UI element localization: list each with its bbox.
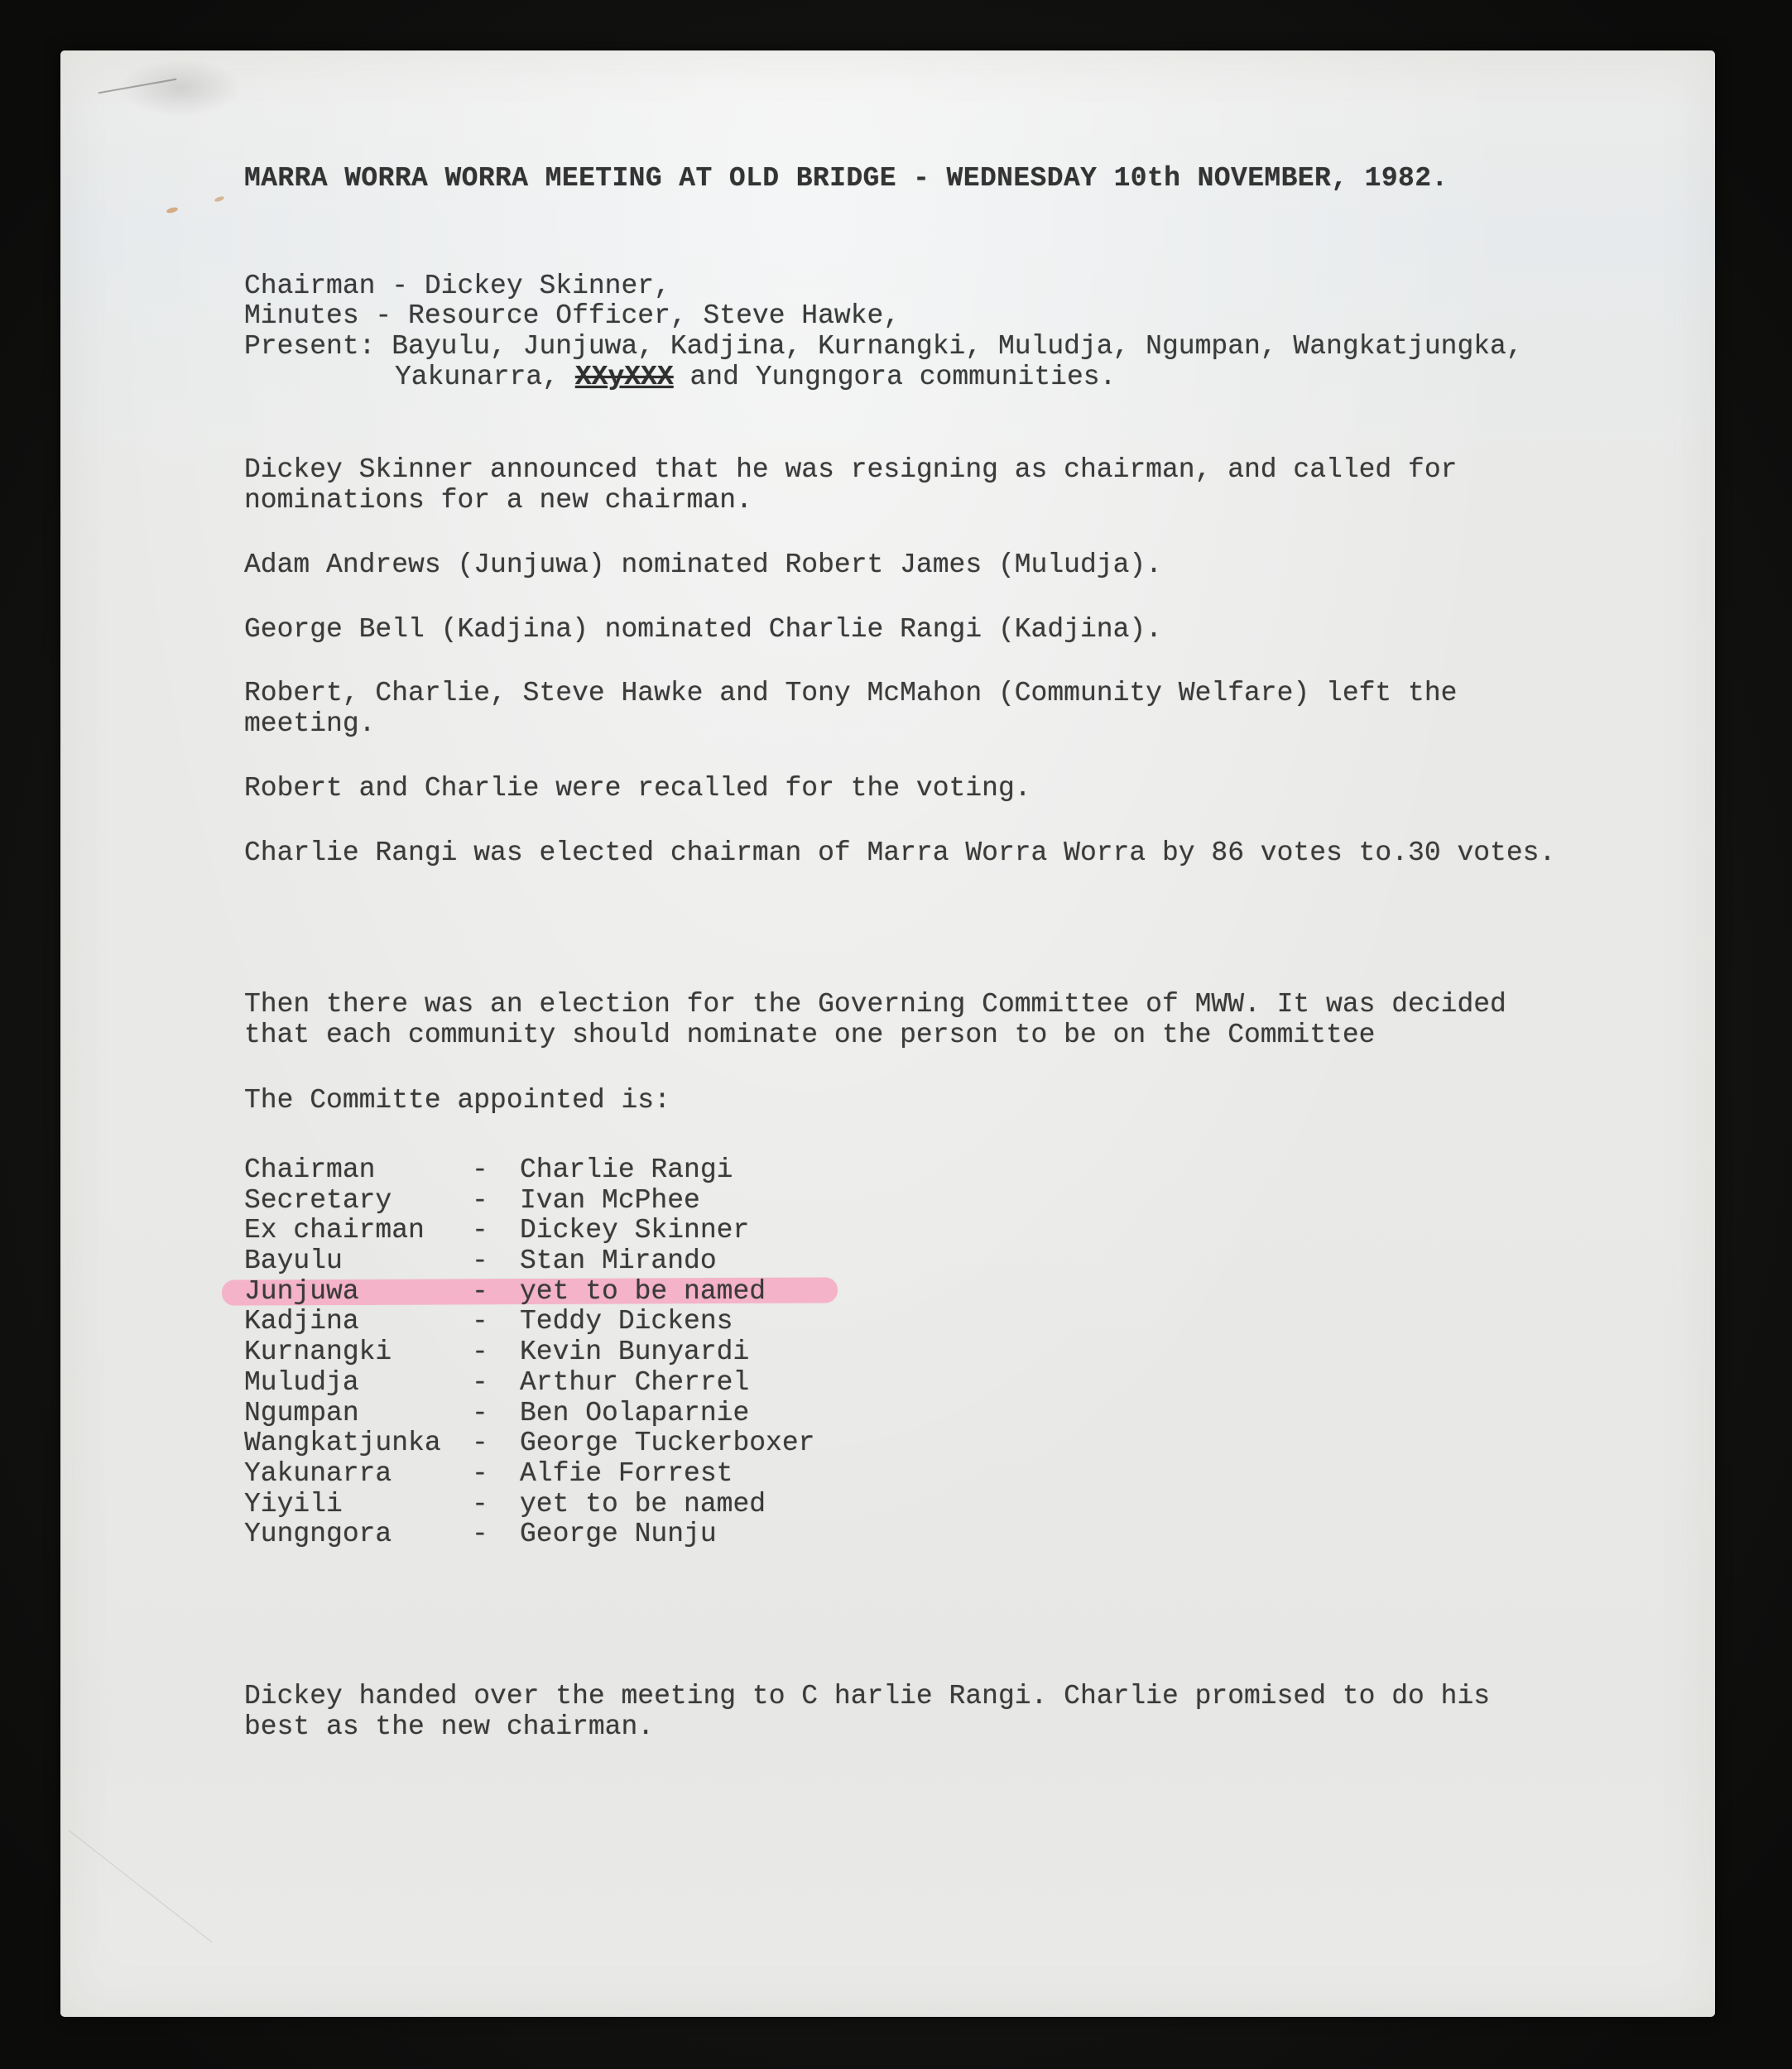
paper-scratch: [68, 1830, 212, 1942]
header-chairman-line: Chairman - Dickey Skinner,: [244, 271, 670, 301]
committee-dash: -: [472, 1275, 488, 1307]
committee-row: [244, 1337, 814, 1368]
paragraph-line: Dickey Skinner announced that he was resigning as chairman, and called for: [244, 454, 1458, 485]
committee-role: Bayulu: [244, 1246, 343, 1277]
committee-name: yet to be named: [520, 1275, 766, 1307]
closing-line: Dickey handed over the meeting to C harlie Rangi. Charlie promised to do his: [244, 1681, 1491, 1711]
paper-page: [60, 50, 1715, 2017]
committee-dash: -: [472, 1184, 488, 1216]
document-title: MARRA WORRA WORRA MEETING AT OLD BRIDGE - WEDNESDAY 10th NOVEMBER, 1982.: [244, 163, 1448, 194]
committee-name: Arthur Cherrel: [520, 1366, 750, 1398]
committee-row: [244, 1399, 814, 1429]
struck-out-word: XXyXXX: [574, 362, 674, 392]
committee-role: Kadjina: [244, 1306, 359, 1337]
header-minutes-line: Minutes - Resource Officer, Steve Hawke,: [244, 300, 901, 331]
committee-role: Yiyili: [244, 1488, 343, 1519]
paragraph-line: Robert and Charlie were recalled for the voting.: [244, 773, 1031, 804]
committee-role: Yakunarra: [244, 1457, 392, 1489]
committee-role: Secretary: [244, 1184, 392, 1216]
committee-dash: -: [472, 1337, 488, 1368]
committee-name: yet to be named: [520, 1488, 766, 1519]
committee-row-highlighted: [244, 1277, 814, 1308]
committee-row: [244, 1428, 814, 1459]
committee-row: [244, 1216, 814, 1246]
committee-row: [244, 1519, 814, 1550]
committee-row: [244, 1246, 814, 1277]
committee-dash: -: [472, 1215, 488, 1246]
paragraph-line: that each community should nominate one person to be on the Committee: [244, 1020, 1376, 1050]
committee-role: Ex chairman: [244, 1215, 425, 1246]
committee-row: [244, 1368, 814, 1399]
committee-dash: -: [472, 1457, 488, 1489]
committee-name: George Tuckerboxer: [520, 1428, 815, 1459]
committee-row: [244, 1459, 814, 1490]
paragraph-line: Then there was an election for the Governing Committee of MWW. It was decided: [244, 989, 1506, 1020]
header-present-continuation: [395, 362, 1116, 392]
paragraph-line: Robert, Charlie, Steve Hawke and Tony McMahon (Community Welfare) left the: [244, 678, 1458, 708]
paragraph-line: Adam Andrews (Junjuwa) nominated Robert James (Muludja).: [244, 550, 1162, 580]
present-continuation-pre: Yakunarra,: [395, 362, 575, 392]
committee-name: Teddy Dickens: [520, 1306, 733, 1337]
committee-dash: -: [472, 1155, 488, 1185]
committee-name: Alfie Forrest: [520, 1457, 733, 1489]
committee-role: Wangkatjunka: [244, 1428, 441, 1459]
committee-name: Dickey Skinner: [520, 1215, 750, 1246]
committee-name: Ivan McPhee: [520, 1184, 700, 1216]
committee-row: [244, 1490, 814, 1520]
committee-name: George Nunju: [520, 1519, 717, 1550]
committee-role: Junjuwa: [244, 1275, 359, 1307]
committee-name: Ben Oolaparnie: [520, 1397, 750, 1428]
committee-row: [244, 1186, 814, 1217]
paragraph-line: George Bell (Kadjina) nominated Charlie Rangi (Kadjina).: [244, 614, 1162, 645]
committee-role: Kurnangki: [244, 1337, 392, 1368]
committee-dash: -: [472, 1306, 488, 1337]
committee-role: Ngumpan: [244, 1397, 359, 1428]
committee-dash: -: [472, 1397, 488, 1428]
committee-row: [244, 1155, 814, 1186]
committee-name: Charlie Rangi: [520, 1155, 733, 1185]
header-present-line: Present: Bayulu, Junjuwa, Kadjina, Kurnangki, Muludja, Ngumpan, Wangkatjungka,: [244, 331, 1523, 362]
committee-heading: The Committe appointed is:: [244, 1085, 670, 1116]
present-continuation-post: and Yungngora communities.: [673, 362, 1117, 392]
committee-dash: -: [472, 1246, 488, 1277]
committee-dash: -: [472, 1519, 488, 1550]
committee-name: Stan Mirando: [520, 1246, 717, 1277]
paragraph-line: nominations for a new chairman.: [244, 485, 752, 516]
committee-role: Chairman: [244, 1155, 376, 1185]
committee-list: [244, 1155, 814, 1550]
committee-dash: -: [472, 1428, 488, 1459]
paragraph-line: Charlie Rangi was elected chairman of Marra Worra Worra by 86 votes to.30 votes.: [244, 838, 1556, 868]
paper-speck: [214, 195, 225, 203]
paragraph-line: meeting.: [244, 708, 376, 739]
paper-speck: [166, 206, 178, 214]
committee-row: [244, 1307, 814, 1337]
closing-line: best as the new chairman.: [244, 1711, 655, 1742]
committee-dash: -: [472, 1488, 488, 1519]
committee-role: Muludja: [244, 1366, 359, 1398]
committee-dash: -: [472, 1366, 488, 1398]
committee-name: Kevin Bunyardi: [520, 1337, 750, 1368]
pencil-smudge-mark: [118, 59, 243, 117]
committee-role: Yungngora: [244, 1519, 392, 1550]
